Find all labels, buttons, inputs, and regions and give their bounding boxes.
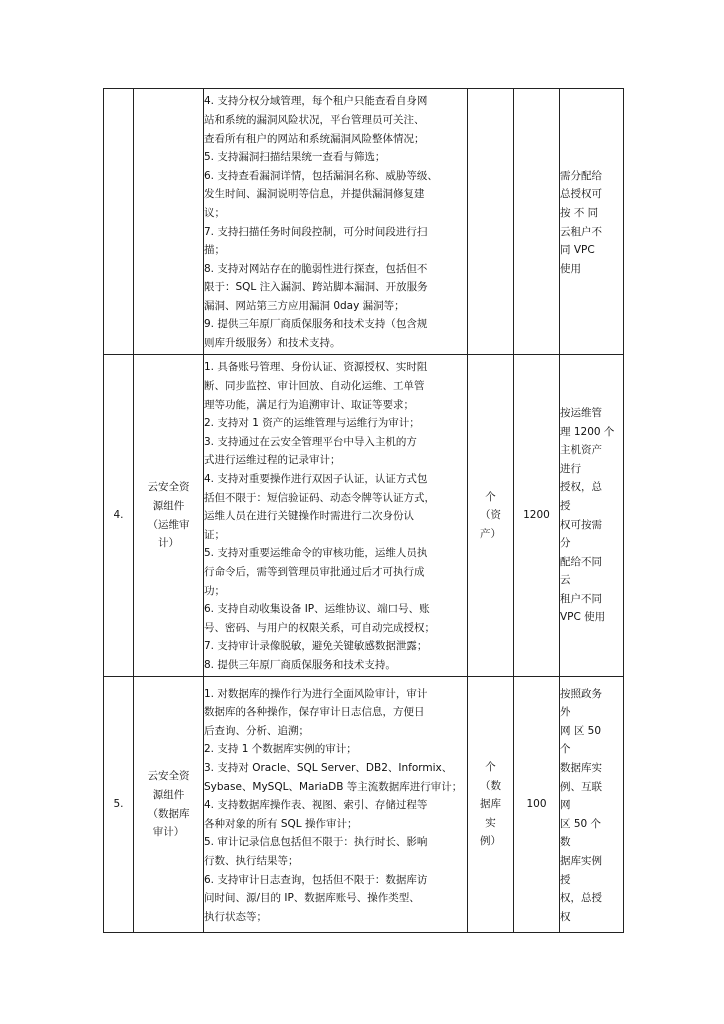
item-quantity: 1200: [514, 355, 560, 677]
text-line: 权: [560, 910, 571, 923]
item-name: [134, 355, 204, 677]
item-note: [560, 355, 624, 677]
text-line: 5. 支持漏洞扫描结果统一查看与筛选；: [204, 151, 386, 164]
text-line: 总授权可: [560, 188, 602, 201]
text-line: 行数、执行结果等；: [204, 854, 299, 867]
text-line: 计）: [158, 537, 179, 550]
text-line: VPC 使用: [560, 611, 606, 624]
text-line: 数据库的各种操作，保存审计日志信息，方便日: [204, 706, 425, 719]
text-line: 运维人员在进行关键操作时需进行二次身份认: [204, 510, 414, 523]
text-line: 据库实例: [560, 854, 602, 867]
text-line: 权可按需: [560, 518, 602, 531]
text-line: 6. 支持查看漏洞详情，包括漏洞名称、威胁等级、: [204, 169, 438, 182]
text-line: 网: [560, 799, 571, 812]
text-line: 使用: [560, 262, 581, 275]
text-line: 漏洞、网站第三方应用漏洞 0day 漏洞等；: [204, 299, 405, 312]
text-line: 个: [560, 743, 571, 756]
text-line: 3. 支持对 Oracle、SQL Server、DB2、Informix、: [204, 762, 453, 775]
item-unit: [468, 89, 514, 355]
text-line: 3. 支持通过在云安全管理平台中导入主机的方: [204, 435, 417, 448]
text-line: 1. 具备账号管理、身份认证、资源授权、实时阻: [204, 361, 428, 374]
text-line: 号、密码、与用户的权限关系，可自动完成授权；: [204, 621, 435, 634]
text-line: 限于：SQL 注入漏洞、跨站脚本漏洞、开放服务: [204, 281, 428, 294]
text-line: 8. 支持对网站存在的脆弱性进行探查，包括但不: [204, 262, 428, 275]
text-line: 据库: [480, 798, 501, 811]
text-line: 8. 提供三年原厂商质保服务和技术支持。: [204, 658, 396, 671]
text-line: 4. 支持数据库操作表、视图、索引、存储过程等: [204, 799, 428, 812]
text-line: 问时间、源/目的 IP、数据库账号、操作类型、: [204, 892, 420, 905]
text-line: 后查询、分析、追溯；: [204, 724, 309, 737]
text-line: 产）: [480, 527, 501, 540]
text-line: 授: [560, 873, 571, 886]
text-line: 租户不同: [560, 592, 602, 605]
item-description: [204, 355, 468, 677]
text-line: 功；: [204, 584, 225, 597]
item-description: [204, 677, 468, 933]
item-quantity: [514, 89, 560, 355]
item-name: [134, 89, 204, 355]
text-line: 授权，总: [560, 481, 602, 494]
text-line: 配给不同: [560, 555, 602, 568]
text-line: 例、互联: [560, 780, 602, 793]
text-line: 4. 支持分权分域管理，每个租户只能查看自身网: [204, 95, 428, 108]
text-line: 数据库实: [560, 762, 602, 775]
text-line: 同 VPC: [560, 244, 595, 257]
text-line: 6. 支持自动收集设备 IP、运维协议、端口号、账: [204, 603, 430, 616]
text-line: 云租户不: [560, 225, 602, 238]
table-row: [104, 355, 624, 677]
text-line: 区 50 个: [560, 817, 602, 830]
table-row: [104, 677, 624, 933]
text-line: 云: [560, 574, 571, 587]
text-line: 理等功能，满足行为追溯审计、取证等要求；: [204, 398, 414, 411]
row-index: [104, 89, 134, 355]
text-line: 分: [560, 537, 571, 550]
text-line: 实: [485, 816, 496, 829]
text-line: 云安全资: [147, 481, 190, 494]
text-line: 源组件: [152, 499, 185, 512]
item-description: [204, 89, 468, 355]
text-line: 理 1200 个: [560, 425, 615, 438]
item-note: [560, 677, 624, 933]
text-line: （资: [480, 509, 501, 522]
text-line: 7. 支持审计录像脱敏，避免关键敏感数据泄露；: [204, 640, 428, 653]
text-line: （运维审: [147, 518, 190, 531]
text-line: 2. 支持对 1 资产的运维管理与运维行为审计；: [204, 417, 420, 430]
text-line: 6. 支持审计日志查询，包括但不限于：数据库访: [204, 873, 428, 886]
item-unit: [468, 677, 514, 933]
text-line: Sybase、MySQL、MariaDB 等主流数据库进行审计；: [204, 780, 463, 793]
text-line: 进行: [560, 462, 581, 475]
text-line: 个: [485, 490, 496, 503]
text-line: 议；: [204, 206, 225, 219]
text-line: 7. 支持扫描任务时间段控制，可分时间段进行扫: [204, 225, 428, 238]
row-index: 5.: [104, 677, 134, 933]
text-line: 式进行运维过程的记录审计；: [204, 454, 341, 467]
text-line: 1. 对数据库的操作行为进行全面风险审计，审计: [204, 687, 428, 700]
text-line: 需分配给: [560, 169, 602, 182]
text-line: 4. 支持对重要操作进行双因子认证，认证方式包: [204, 473, 428, 486]
text-line: 查看所有租户的网站和系统漏洞风险整体情况；: [204, 132, 425, 145]
text-line: 数: [560, 836, 571, 849]
text-line: 证；: [204, 528, 225, 541]
item-unit: [468, 355, 514, 677]
text-line: 各种对象的所有 SQL 操作审计；: [204, 817, 358, 830]
text-line: （数: [480, 779, 501, 792]
spec-table: [103, 88, 624, 933]
text-line: 审计）: [152, 826, 185, 839]
text-line: 执行状态等；: [204, 910, 267, 923]
text-line: 外: [560, 706, 571, 719]
text-line: 例）: [480, 835, 501, 848]
text-line: 主机资产: [560, 444, 602, 457]
text-line: （数据库: [147, 807, 190, 820]
text-line: 则库升级服务）和技术支持。: [204, 337, 341, 350]
text-line: 行命令后，需等到管理员审批通过后才可执行成: [204, 565, 425, 578]
text-line: 描；: [204, 244, 225, 257]
text-line: 括但不限于：短信验证码、动态令牌等认证方式，: [204, 491, 435, 504]
text-line: 云安全资: [147, 770, 190, 783]
item-quantity: 100: [514, 677, 560, 933]
text-line: 源组件: [152, 788, 185, 801]
text-line: 9. 提供三年原厂商质保服务和技术支持（包含规: [204, 318, 428, 331]
text-line: 网 区 50: [560, 724, 602, 737]
text-line: 个: [485, 761, 496, 774]
text-line: 按 不 同: [560, 206, 599, 219]
item-note: [560, 89, 624, 355]
text-line: 按照政务: [560, 687, 602, 700]
table-row: [104, 89, 624, 355]
text-line: 按运维管: [560, 406, 602, 419]
text-line: 授: [560, 499, 571, 512]
text-line: 权，总授: [560, 892, 602, 905]
text-line: 5. 审计记录信息包括但不限于：执行时长、影响: [204, 836, 428, 849]
item-name: [134, 677, 204, 933]
text-line: 5. 支持对重要运维命令的审核功能，运维人员执: [204, 547, 428, 560]
text-line: 发生时间、漏洞说明等信息，并提供漏洞修复建: [204, 188, 425, 201]
row-index: 4.: [104, 355, 134, 677]
text-line: 站和系统的漏洞风险状况，平台管理员可关注、: [204, 113, 425, 126]
text-line: 断、同步监控、审计回放、自动化运维、工单管: [204, 380, 425, 393]
text-line: 2. 支持 1 个数据库实例的审计；: [204, 743, 357, 756]
